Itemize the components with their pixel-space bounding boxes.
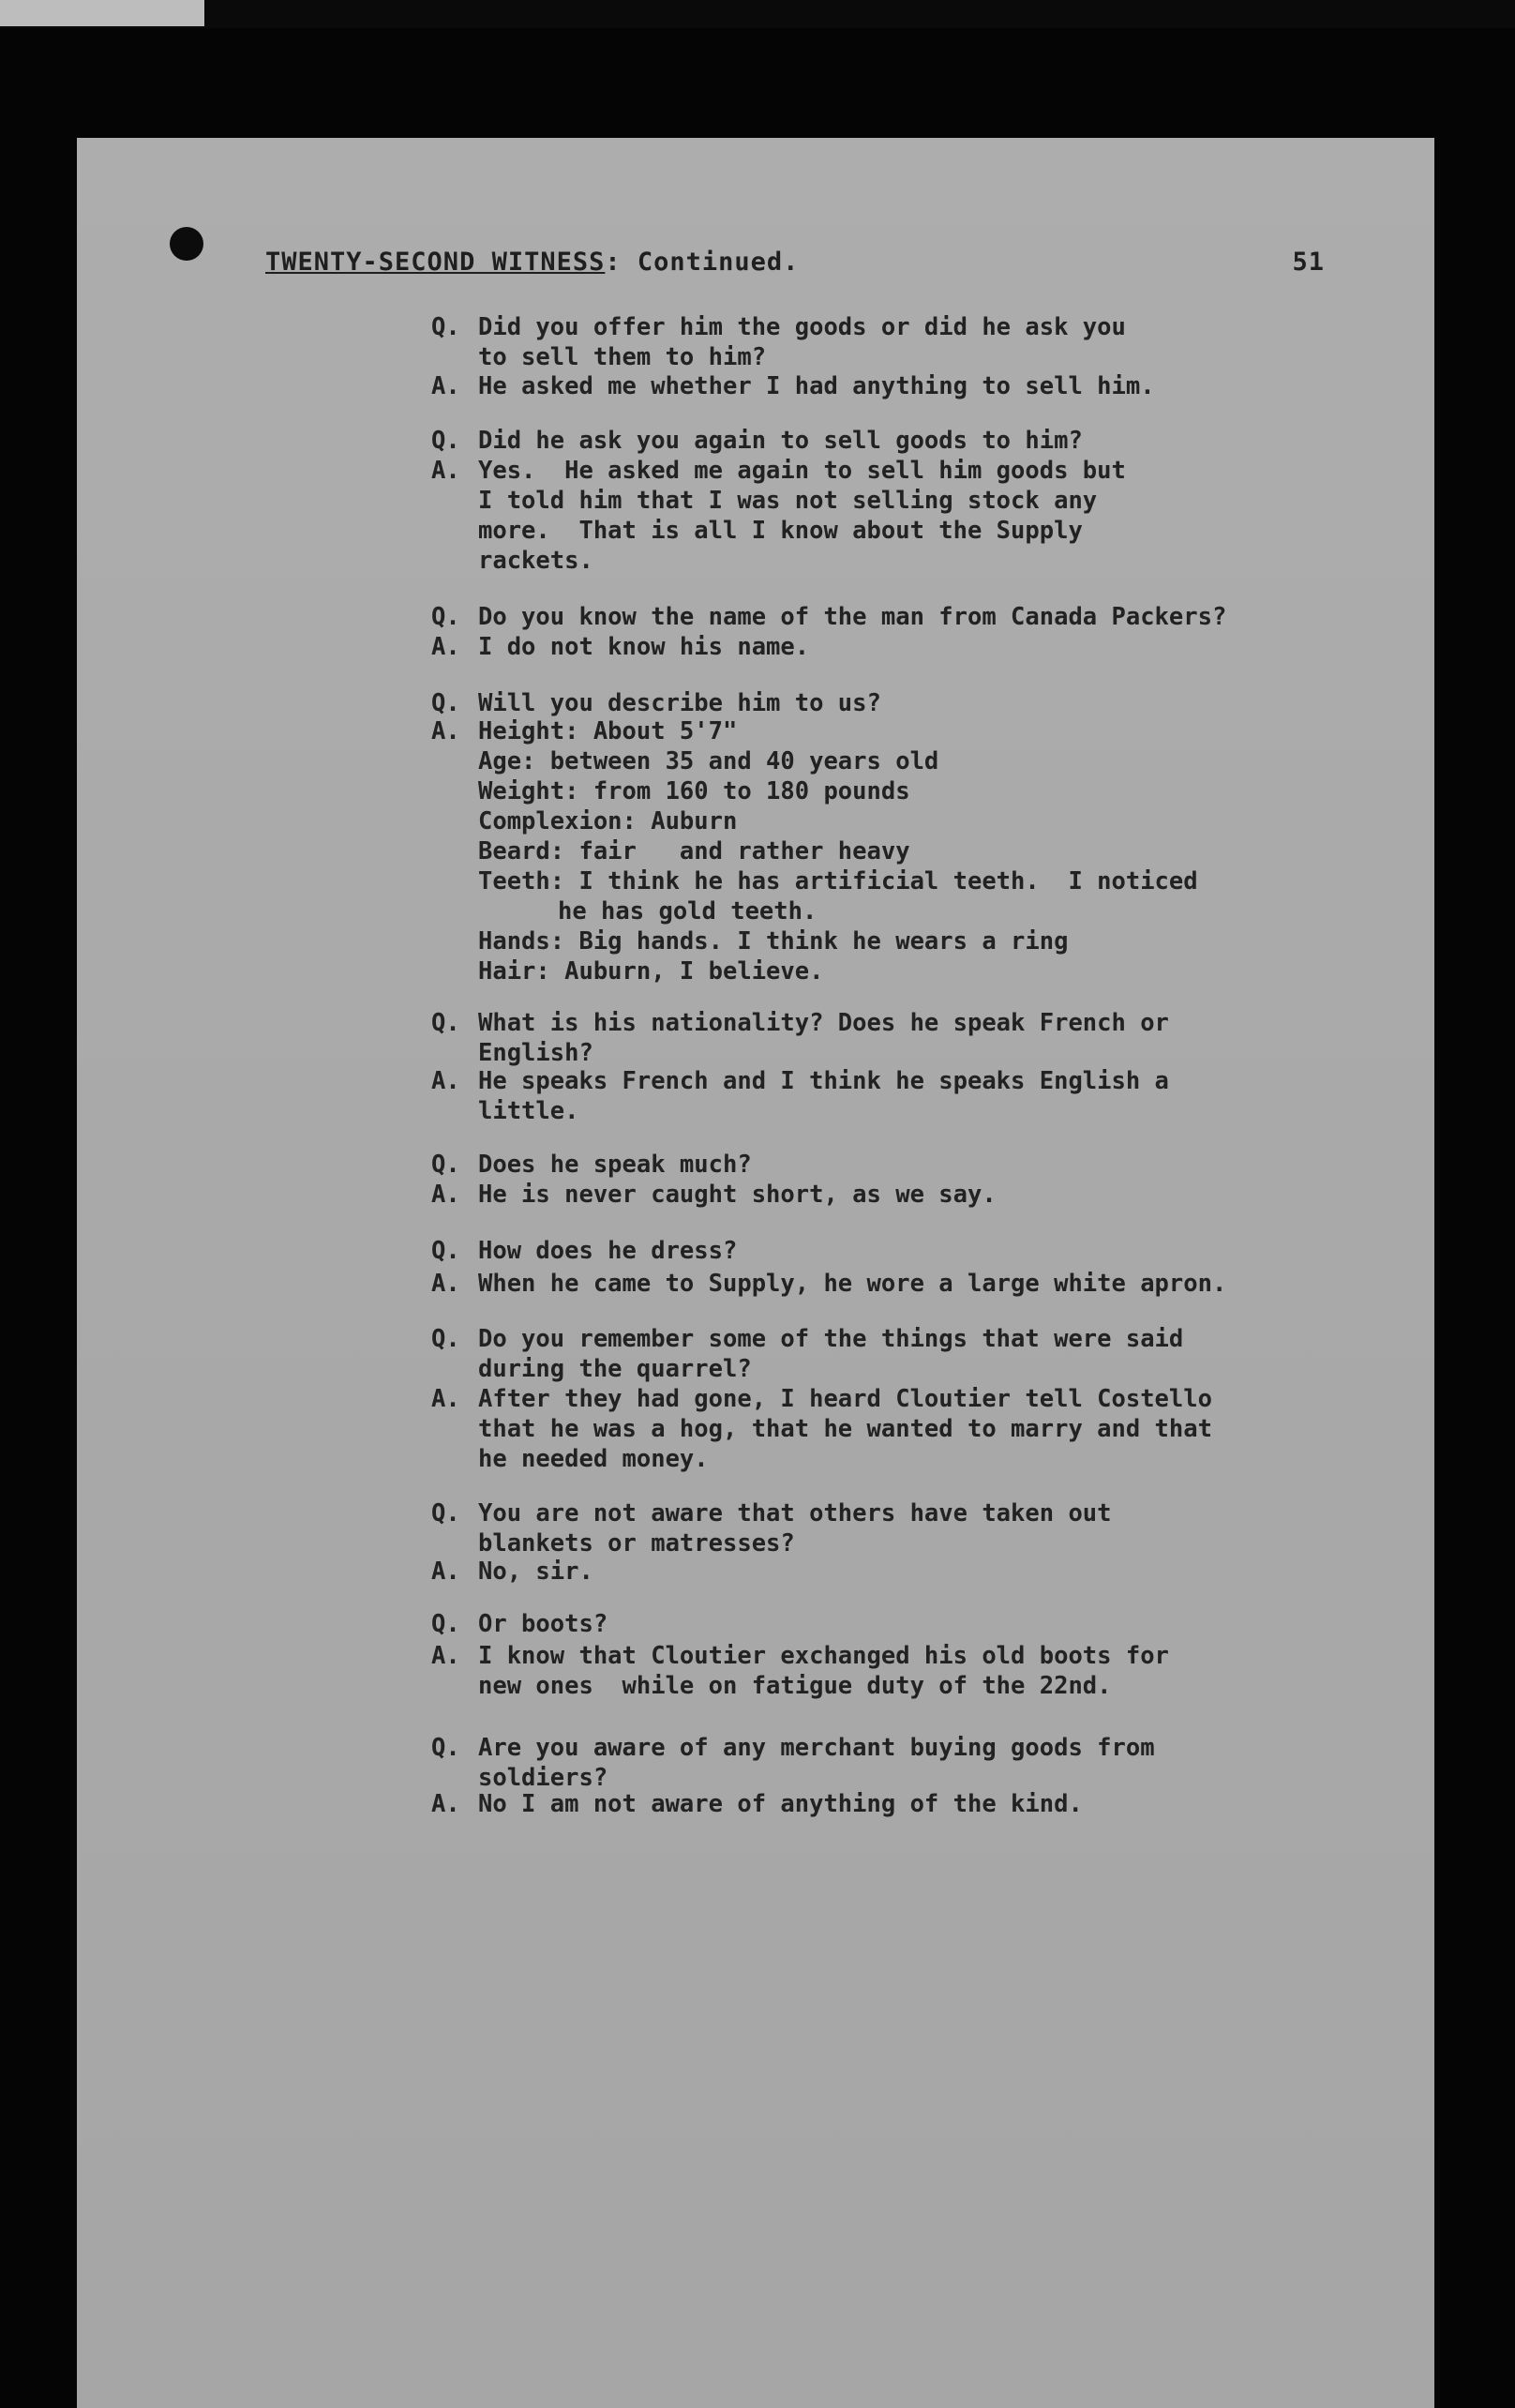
qa-line: He speaks French and I think he speaks English a xyxy=(478,1067,1169,1095)
qa-line: Complexion: Auburn xyxy=(478,807,738,835)
qa-line: Or boots? xyxy=(478,1610,608,1638)
qa-line: Hands: Big hands. I think he wears a ring xyxy=(478,927,1069,956)
qa-line: What is his nationality? Does he speak French or xyxy=(478,1009,1169,1037)
qa-line: Did you offer him the goods or did he ask you xyxy=(478,313,1126,341)
qa-line: No, sir. xyxy=(478,1558,593,1586)
qa-line: more. That is all I know about the Supply xyxy=(478,517,1083,545)
qa-line: Beard: fair and rather heavy xyxy=(478,837,910,865)
qa-marker: A. xyxy=(431,717,460,745)
qa-line: blankets or matresses? xyxy=(478,1529,795,1558)
qa-marker: Q. xyxy=(431,689,460,717)
qa-line: Did he ask you again to sell goods to him? xyxy=(478,427,1083,455)
qa-marker: A. xyxy=(431,1067,460,1095)
qa-line: After they had gone, I heard Cloutier tell Costello xyxy=(478,1385,1212,1413)
qa-block xyxy=(431,1150,1331,1180)
qa-marker: Q. xyxy=(431,1610,460,1638)
qa-block xyxy=(431,1557,1331,1587)
qa-line: little. xyxy=(478,1097,579,1125)
qa-line: Teeth: I think he has artificial teeth. I noticed xyxy=(478,867,1198,895)
qa-line: I do not know his name. xyxy=(478,633,810,661)
qa-block xyxy=(431,1498,1331,1558)
qa-block xyxy=(431,456,1331,576)
qa-marker: Q. xyxy=(431,1009,460,1037)
qa-block xyxy=(431,1384,1331,1474)
page-number: 51 xyxy=(1292,248,1325,277)
qa-line: he needed money. xyxy=(478,1445,709,1473)
qa-marker: Q. xyxy=(431,1734,460,1762)
qa-block xyxy=(431,1236,1331,1266)
qa-line: No I am not aware of anything of the kind. xyxy=(478,1790,1083,1818)
qa-line: Age: between 35 and 40 years old xyxy=(478,747,939,775)
qa-block xyxy=(431,716,1331,986)
qa-marker: A. xyxy=(431,1558,460,1586)
qa-line: Are you aware of any merchant buying goods from xyxy=(478,1734,1155,1762)
qa-block xyxy=(431,1324,1331,1384)
qa-block xyxy=(431,426,1331,456)
qa-marker: A. xyxy=(431,1270,460,1298)
qa-marker: Q. xyxy=(431,1499,460,1528)
qa-line: How does he dress? xyxy=(478,1237,738,1265)
page-header xyxy=(265,248,1325,285)
qa-line: Hair: Auburn, I believe. xyxy=(478,957,824,986)
qa-marker: Q. xyxy=(431,603,460,631)
qa-line: Height: About 5'7" xyxy=(478,717,738,745)
scan-border-top xyxy=(0,0,1515,28)
qa-block xyxy=(431,632,1331,662)
qa-line: I told him that I was not selling stock any xyxy=(478,487,1098,515)
qa-marker: A. xyxy=(431,1790,460,1818)
qa-block xyxy=(431,1641,1331,1701)
qa-block xyxy=(431,1066,1331,1126)
qa-line: Weight: from 160 to 180 pounds xyxy=(478,777,910,805)
qa-line: When he came to Supply, he wore a large white apron. xyxy=(478,1270,1227,1298)
qa-marker: Q. xyxy=(431,313,460,341)
qa-marker: A. xyxy=(431,372,460,400)
scan-header-tab xyxy=(0,0,204,26)
qa-line: Do you remember some of the things that were said xyxy=(478,1325,1184,1353)
qa-line: during the quarrel? xyxy=(478,1355,752,1383)
qa-line: He is never caught short, as we say. xyxy=(478,1181,997,1209)
qa-block xyxy=(431,688,1331,718)
qa-line: soldiers? xyxy=(478,1764,608,1792)
qa-line: Does he speak much? xyxy=(478,1151,752,1179)
qa-line: he has gold teeth. xyxy=(558,897,818,926)
qa-block xyxy=(431,1789,1331,1819)
qa-block xyxy=(431,1733,1331,1793)
qa-marker: Q. xyxy=(431,1237,460,1265)
qa-marker: A. xyxy=(431,1642,460,1670)
qa-marker: Q. xyxy=(431,1151,460,1179)
qa-line: that he was a hog, that he wanted to marry and that xyxy=(478,1415,1212,1443)
qa-line: new ones while on fatigue duty of the 22nd. xyxy=(478,1672,1112,1700)
qa-marker: A. xyxy=(431,633,460,661)
qa-block xyxy=(431,312,1331,372)
qa-block xyxy=(431,602,1331,632)
qa-marker: A. xyxy=(431,1385,460,1413)
qa-marker: A. xyxy=(431,1181,460,1209)
qa-block xyxy=(431,371,1331,401)
qa-line: Yes. He asked me again to sell him goods but xyxy=(478,457,1126,485)
qa-marker: A. xyxy=(431,457,460,485)
qa-block xyxy=(431,1609,1331,1639)
continued-label: : Continued. xyxy=(605,248,800,277)
qa-line: Do you know the name of the man from Canada Packers? xyxy=(478,603,1227,631)
qa-block xyxy=(431,1180,1331,1210)
qa-line: to sell them to him? xyxy=(478,343,767,371)
qa-marker: Q. xyxy=(431,427,460,455)
qa-block xyxy=(431,1269,1331,1299)
qa-block xyxy=(431,1008,1331,1068)
punch-hole xyxy=(170,227,203,261)
qa-line: I know that Cloutier exchanged his old boots for xyxy=(478,1642,1169,1670)
qa-line: English? xyxy=(478,1039,593,1067)
witness-heading: TWENTY-SECOND WITNESS xyxy=(265,248,606,277)
qa-line: He asked me whether I had anything to sell him. xyxy=(478,372,1155,400)
qa-line: rackets. xyxy=(478,547,593,575)
qa-marker: Q. xyxy=(431,1325,460,1353)
qa-line: You are not aware that others have taken out xyxy=(478,1499,1112,1528)
qa-line: Will you describe him to us? xyxy=(478,689,881,717)
